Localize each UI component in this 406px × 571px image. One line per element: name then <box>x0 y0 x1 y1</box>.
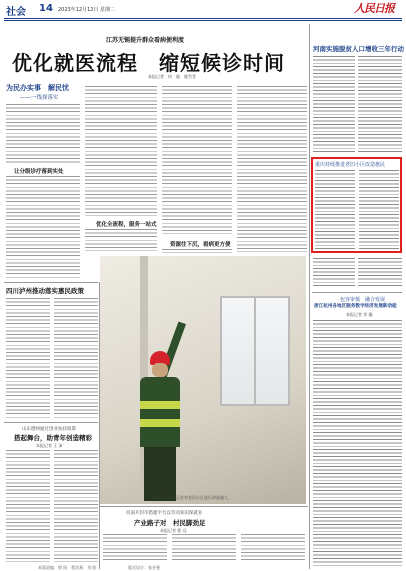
left-story2-title: 搭起舞台，助青年创造精彩 <box>14 434 92 442</box>
footer-editors: 本版责编：徐 阳 程浩燕 刘 阳 <box>38 565 97 570</box>
bottom-byline: 本报记者 程 远 <box>160 528 187 533</box>
page-number: 14 <box>39 3 53 14</box>
newspaper-logo: 人民日报 <box>354 2 394 15</box>
side-highlight-text-b <box>359 170 399 250</box>
column-tag: 为民办实事 解民忧 <box>6 84 69 92</box>
main-subhead-2: 优化全流程，服务一站式 <box>96 222 157 228</box>
main-byline: 本报记者 何 聪 姚雪青 <box>148 74 196 79</box>
side-highlight-text-a <box>315 170 355 250</box>
side-top-text-b <box>358 56 402 154</box>
main-subhead-1: 让分级诊疗落到实处 <box>14 169 64 175</box>
main-text-col4 <box>237 86 307 252</box>
bottom-title: 产业路子对 村民脚劲足 <box>134 519 206 527</box>
main-text-col3b <box>162 249 232 253</box>
left-story-text-a <box>6 298 50 418</box>
header-rule-thin <box>4 20 402 21</box>
bottom-divider <box>100 506 308 507</box>
left-story2-text-a <box>6 450 50 562</box>
side-bottom-byline: 本报记者 窦 瀚 <box>346 312 373 317</box>
column-divider-left <box>99 282 100 569</box>
left-story2-kicker: 山东德州通过创业扶持政策 <box>22 427 76 432</box>
side-bottom-title: 浙江杭州各地区服务数字经济发展新动能 <box>314 304 397 309</box>
side-highlight-title: 重庆持续推进老旧小区改造惠民 <box>315 162 386 168</box>
photo-caption: 图为工作人员正在对老旧小区进行改造施工。 <box>152 495 232 500</box>
column-subtag: ——一线探落实 <box>20 95 59 101</box>
side-bottom-text <box>313 320 402 566</box>
side-mid-text-b <box>358 258 402 288</box>
left-story-title: 四川泸州推动落实惠民政策 <box>6 287 84 295</box>
side-mid-text-a <box>313 258 355 288</box>
news-photo <box>100 256 306 504</box>
left-divider-1 <box>4 282 98 283</box>
main-text-col1a <box>6 104 80 164</box>
side-top-text-a <box>313 56 355 154</box>
main-headline: 优化就医流程 缩短候诊时间 <box>12 51 285 75</box>
footer-layout: 版式设计：张芳曼 <box>128 565 160 570</box>
left-story2-byline: 本报记者 王 沛 <box>36 443 63 448</box>
left-divider-2 <box>4 422 98 423</box>
publication-date: 2023年12月12日 星期二 <box>58 7 116 13</box>
side-divider <box>312 292 402 293</box>
main-text-col3a <box>162 86 232 234</box>
main-text-col2a <box>85 86 157 216</box>
bottom-text-c <box>241 534 305 562</box>
main-subhead-3: 资源往下沉，看病更方便 <box>170 242 231 248</box>
main-kicker: 江苏无锡提升群众看病便利度 <box>106 37 185 44</box>
bottom-kicker: 河南开封市搭建平台以劳动知识保就业 <box>126 511 203 516</box>
section-name: 社会 <box>6 7 26 18</box>
header-rule <box>4 18 402 19</box>
bottom-text-a <box>103 534 167 562</box>
bottom-text-b <box>172 534 236 562</box>
main-text-col2b <box>85 229 157 251</box>
left-story2-text-b <box>54 450 98 562</box>
left-story-text-b <box>54 298 98 418</box>
page-header <box>0 0 406 17</box>
main-text-col1b <box>6 176 80 278</box>
column-divider-right <box>309 24 310 569</box>
side-bottom-kicker: 包容审慎 融合发展 <box>340 297 386 303</box>
side-top-title: 河南实施脱贫人口增收三年行动 <box>313 45 404 53</box>
